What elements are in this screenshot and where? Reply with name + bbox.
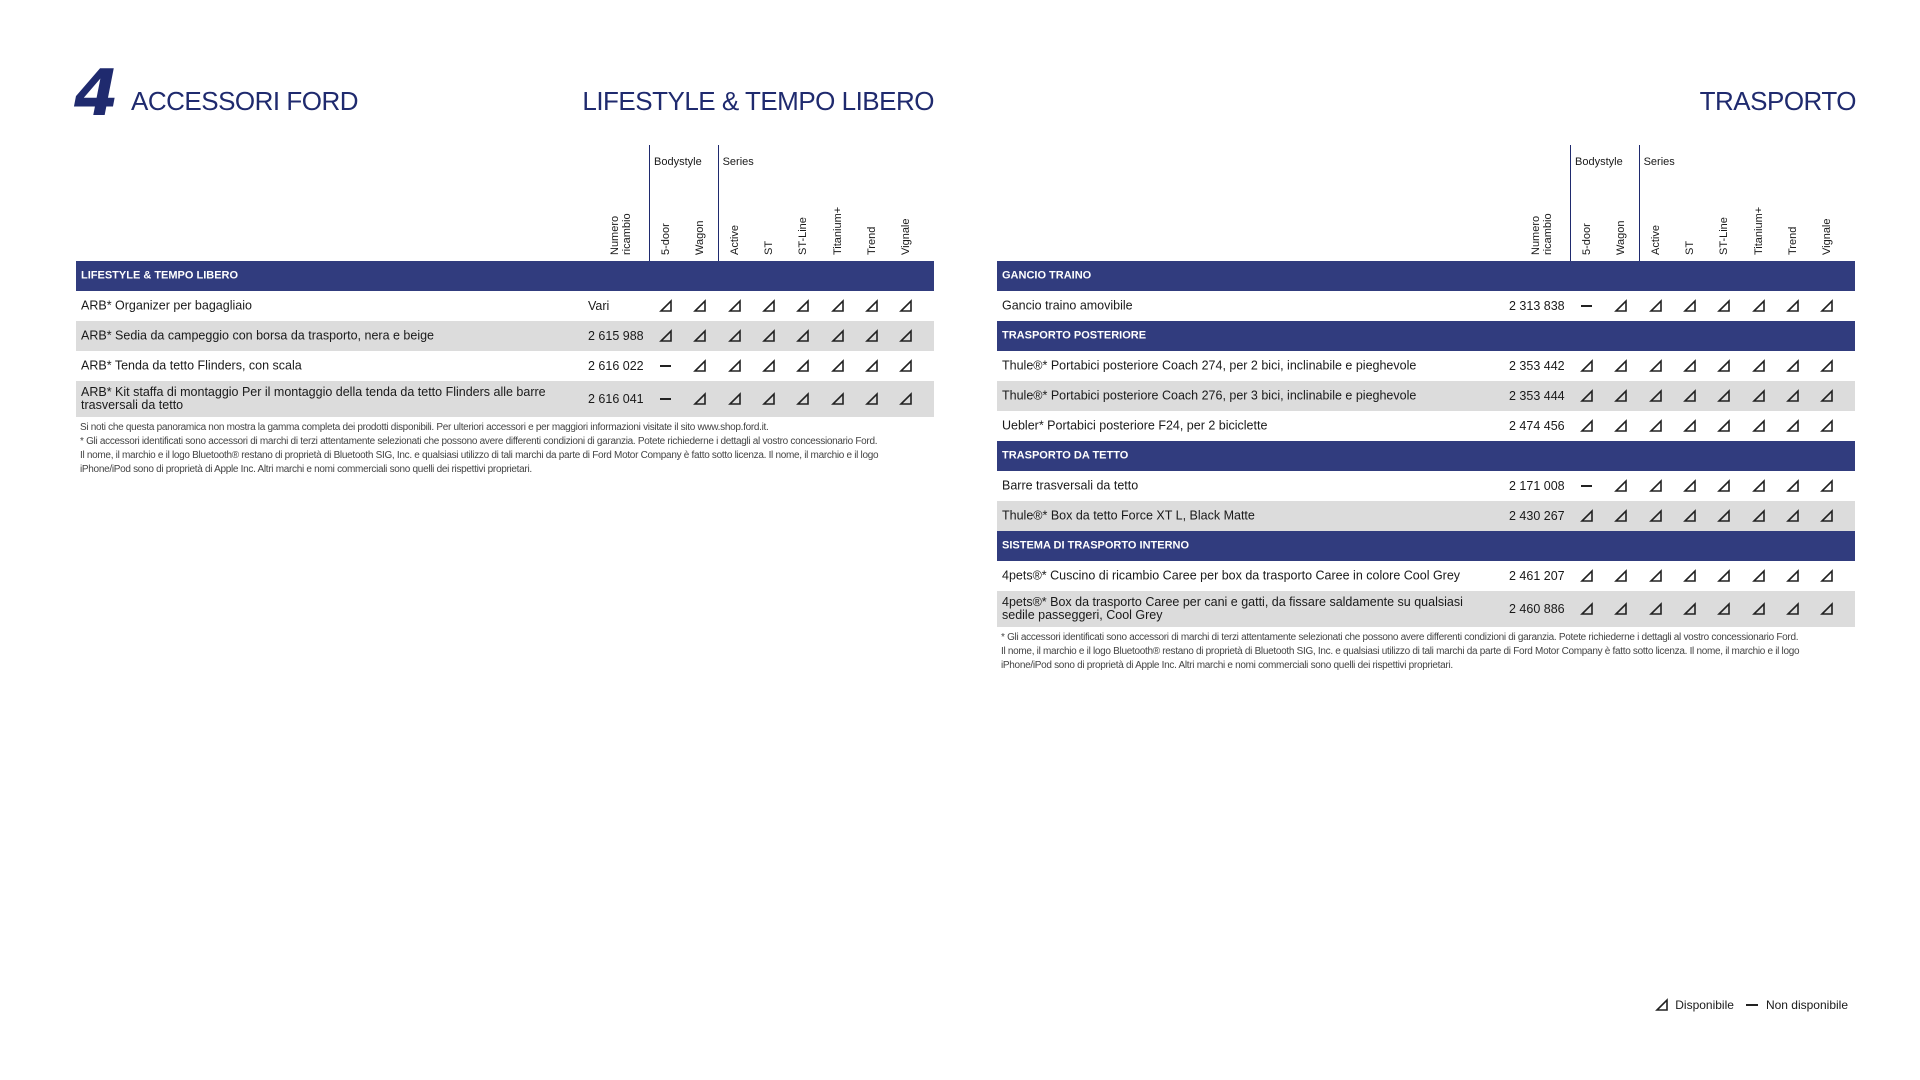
available-icon [659,329,673,343]
column-header-wagon: Wagon [1615,220,1628,255]
available-icon [1614,569,1628,583]
column-header-st-line: ST-Line [1718,217,1731,255]
available-icon [1717,479,1731,493]
table-row [997,471,1855,501]
left-section-title: LIFESTYLE & TEMPO LIBERO [582,86,934,116]
available-icon [1683,389,1697,403]
accessory-name: 4pets®* Cuscino di ricambio Caree per box da trasporto Caree in colore Cool Grey [1002,568,1461,583]
column-header-part-number: Numero [1530,215,1542,255]
footnote-line: Il nome, il marchio e il logo Bluetooth® restano di proprietà di Bluetooth SIG, Inc. e qualsiasi utilizzo di tali marchi da parte di Ford Motor Company è fatto sotto licenza. Il nome, il marchio e il logo [1001,646,1800,657]
lifestyle-table [76,145,934,477]
available-icon [1717,389,1731,403]
available-icon [796,359,810,373]
available-icon [1820,479,1834,493]
available-icon [899,392,913,406]
part-number: 2 461 207 [1509,569,1565,583]
available-icon [693,329,707,343]
accessory-name: Thule®* Box da tetto Force XT L, Black Matte [1002,508,1255,523]
footnote-line: iPhone/iPod sono di proprietà di Apple Inc. Altri marchi e nomi commerciali sono quelli dei rispettivi proprietari. [1001,660,1453,671]
available-icon [1614,479,1628,493]
category-header [997,261,1855,291]
available-icon [1717,299,1731,313]
available-icon [865,329,879,343]
footnote-line: Si noti che questa panoramica non mostra la gamma completa dei prodotti disponibili. Per ulteriori accessori e per maggiori informazioni visitate il sito www.shop.ford.it. [80,422,769,433]
column-divider [1639,145,1640,261]
available-icon [1649,419,1663,433]
available-icon [1820,419,1834,433]
column-header-wagon: Wagon [694,220,707,255]
available-icon [693,392,707,406]
available-icon [762,299,776,313]
category-header [76,261,934,291]
category-title: LIFESTYLE & TEMPO LIBERO [81,269,239,282]
column-header-5-door: 5-door [1581,223,1593,255]
available-icon [1649,569,1663,583]
accessory-name: Thule®* Portabici posteriore Coach 276, per 3 bici, inclinabile e pieghevole [1002,388,1417,403]
available-icon [728,359,742,373]
table-row [76,381,934,417]
table-row [997,381,1855,411]
table-row [76,321,934,351]
accessory-name: 4pets®* Box da trasporto Caree per cani e gatti, da fissare saldamente su qualsiasi sedile passeggeri, Cool Grey [1002,595,1463,622]
available-icon [1580,569,1594,583]
column-divider [718,145,719,261]
table-row [997,561,1855,591]
available-icon [1655,998,1669,1012]
group-series: Series [1643,156,1675,168]
table-row [76,351,934,381]
available-icon [1752,419,1766,433]
available-icon [1683,479,1697,493]
available-icon [1580,389,1594,403]
not-available-icon [660,398,671,400]
available-icon [1580,602,1594,616]
table-row [76,291,934,321]
accessory-name: Gancio traino amovibile [1002,298,1133,313]
column-header-trend: Trend [1786,226,1799,255]
footnote-line: iPhone/iPod sono di proprietà di Apple Inc. Altri marchi e nomi commerciali sono quelli dei rispettivi proprietari. [80,464,532,475]
category-title: SISTEMA DI TRASPORTO INTERNO [1002,539,1190,552]
legend [1655,998,1848,1012]
available-icon [1786,602,1800,616]
part-number: 2 474 456 [1509,419,1565,433]
available-icon [1820,602,1834,616]
available-icon [728,299,742,313]
available-icon [1649,389,1663,403]
available-icon [1786,419,1800,433]
column-header-vignale: Vignale [900,218,913,255]
available-icon [1580,509,1594,523]
accessory-name: ARB* Sedia da campeggio con borsa da trasporto, nera e beige [81,328,435,343]
available-icon [1683,569,1697,583]
available-icon [831,329,845,343]
available-icon [1717,419,1731,433]
column-header-titanium-: Titanium+ [831,206,844,255]
available-icon [865,359,879,373]
available-icon [1649,359,1663,373]
table-column-header [76,145,934,261]
available-icon [796,299,810,313]
available-icon [1752,299,1766,313]
available-icon [1614,359,1628,373]
part-number: 2 430 267 [1509,509,1565,523]
column-header-st: ST [1683,240,1696,255]
available-icon [1820,569,1834,583]
available-icon [1820,359,1834,373]
available-icon [762,392,776,406]
available-icon [1752,389,1766,403]
available-icon [1820,299,1834,313]
column-header-part-number: ricambio [1542,213,1554,255]
table-row [997,591,1855,627]
available-icon [1614,509,1628,523]
available-icon [1752,569,1766,583]
available-icon [1752,602,1766,616]
table-row [997,501,1855,531]
group-series: Series [722,156,754,168]
available-icon [1717,359,1731,373]
available-icon [1649,479,1663,493]
available-icon [1752,359,1766,373]
group-bodystyle: Bodystyle [654,156,702,168]
accessory-name: ARB* Organizer per bagagliaio [81,298,252,313]
accessory-name: Uebler* Portabici posteriore F24, per 2 biciclette [1002,418,1268,433]
page-title: ACCESSORI FORD [131,86,359,116]
available-icon [1649,602,1663,616]
available-icon [1614,419,1628,433]
available-icon [659,299,673,313]
category-title: TRASPORTO POSTERIORE [1002,329,1147,342]
table-column-header [997,145,1855,261]
available-icon [1717,509,1731,523]
column-header-active: Active [1649,225,1662,255]
available-icon [1614,602,1628,616]
available-icon [831,299,845,313]
available-icon [1683,419,1697,433]
available-icon [1786,569,1800,583]
available-icon [1614,389,1628,403]
available-icon [1580,419,1594,433]
part-number: 2 616 022 [588,359,644,373]
category-header [997,321,1855,351]
available-icon [1820,509,1834,523]
not-available-icon [1746,1004,1758,1006]
accessory-name: Barre trasversali da tetto [1002,478,1139,493]
accessory-name: ARB* Tenda da tetto Flinders, con scala [81,358,302,373]
footnotes [997,627,1855,673]
available-icon [1786,479,1800,493]
table-row [997,411,1855,441]
available-icon [1649,299,1663,313]
part-number: 2 460 886 [1509,602,1565,616]
column-header-5-door: 5-door [660,223,672,255]
accessory-name: Thule®* Portabici posteriore Coach 274, per 2 bici, inclinabile e pieghevole [1002,358,1417,373]
available-icon [1683,509,1697,523]
table-row [997,351,1855,381]
column-divider [649,145,650,261]
category-title: TRASPORTO DA TETTO [1002,449,1129,462]
available-icon [762,359,776,373]
footnote-line: * Gli accessori identificati sono accessori di marchi di terzi attentamente selezionati che possono avere differenti condizioni di garanzia. Potete richiederne i dettagli al vostro concessionario Ford. [1001,632,1799,643]
available-icon [796,329,810,343]
available-icon [865,392,879,406]
available-icon [831,392,845,406]
column-header-active: Active [728,225,741,255]
available-icon [1649,509,1663,523]
footnotes [76,417,934,477]
column-header-part-number: ricambio [621,213,633,255]
available-icon [865,299,879,313]
available-icon [762,329,776,343]
column-header-part-number: Numero [609,215,621,255]
available-icon [728,392,742,406]
part-number: 2 615 988 [588,329,644,343]
not-available-icon [1581,485,1592,487]
available-icon [1752,509,1766,523]
part-number: 2 353 444 [1509,389,1565,403]
table-row [997,291,1855,321]
not-available-icon [660,365,671,367]
available-icon [899,329,913,343]
available-icon [1752,479,1766,493]
available-icon [831,359,845,373]
category-header [997,531,1855,561]
category-title: GANCIO TRAINO [1002,269,1092,282]
part-number: Vari [588,299,610,313]
part-number: 2 313 838 [1509,299,1565,313]
column-divider [1570,145,1571,261]
group-bodystyle: Bodystyle [1575,156,1623,168]
available-icon [1683,359,1697,373]
accessory-name: ARB* Kit staffa di montaggio Per il montaggio della tenda da tetto Flinders alle barre trasversali da tetto [81,385,546,412]
available-icon [693,299,707,313]
part-number: 2 353 442 [1509,359,1565,373]
available-icon [1786,389,1800,403]
legend-not-available-label: Non disponibile [1765,998,1848,1012]
column-header-st: ST [762,240,775,255]
page-number: 4 [74,57,119,131]
column-header-vignale: Vignale [1821,218,1834,255]
available-icon [899,359,913,373]
legend-available-label: Disponibile [1675,998,1734,1012]
available-icon [796,392,810,406]
available-icon [1614,299,1628,313]
footnote-line: Il nome, il marchio e il logo Bluetooth® restano di proprietà di Bluetooth SIG, Inc. e qualsiasi utilizzo di tali marchi da parte di Ford Motor Company è fatto sotto licenza. Il nome, il marchio e il logo [80,450,879,461]
transport-table [997,145,1855,673]
available-icon [1683,299,1697,313]
available-icon [1786,299,1800,313]
available-icon [1786,509,1800,523]
column-header-trend: Trend [865,226,878,255]
available-icon [1717,569,1731,583]
column-header-st-line: ST-Line [797,217,810,255]
part-number: 2 616 041 [588,392,644,406]
right-section-title: TRASPORTO [1699,86,1856,116]
footnote-line: * Gli accessori identificati sono accessori di marchi di terzi attentamente selezionati che possono avere differenti condizioni di garanzia. Potete richiederne i dettagli al vostro concessionario Ford. [80,436,878,447]
not-available-icon [1581,305,1592,307]
category-header [997,441,1855,471]
column-header-titanium-: Titanium+ [1752,206,1765,255]
available-icon [1580,359,1594,373]
available-icon [1820,389,1834,403]
available-icon [693,359,707,373]
available-icon [1683,602,1697,616]
part-number: 2 171 008 [1509,479,1565,493]
available-icon [1717,602,1731,616]
available-icon [899,299,913,313]
available-icon [728,329,742,343]
available-icon [1786,359,1800,373]
